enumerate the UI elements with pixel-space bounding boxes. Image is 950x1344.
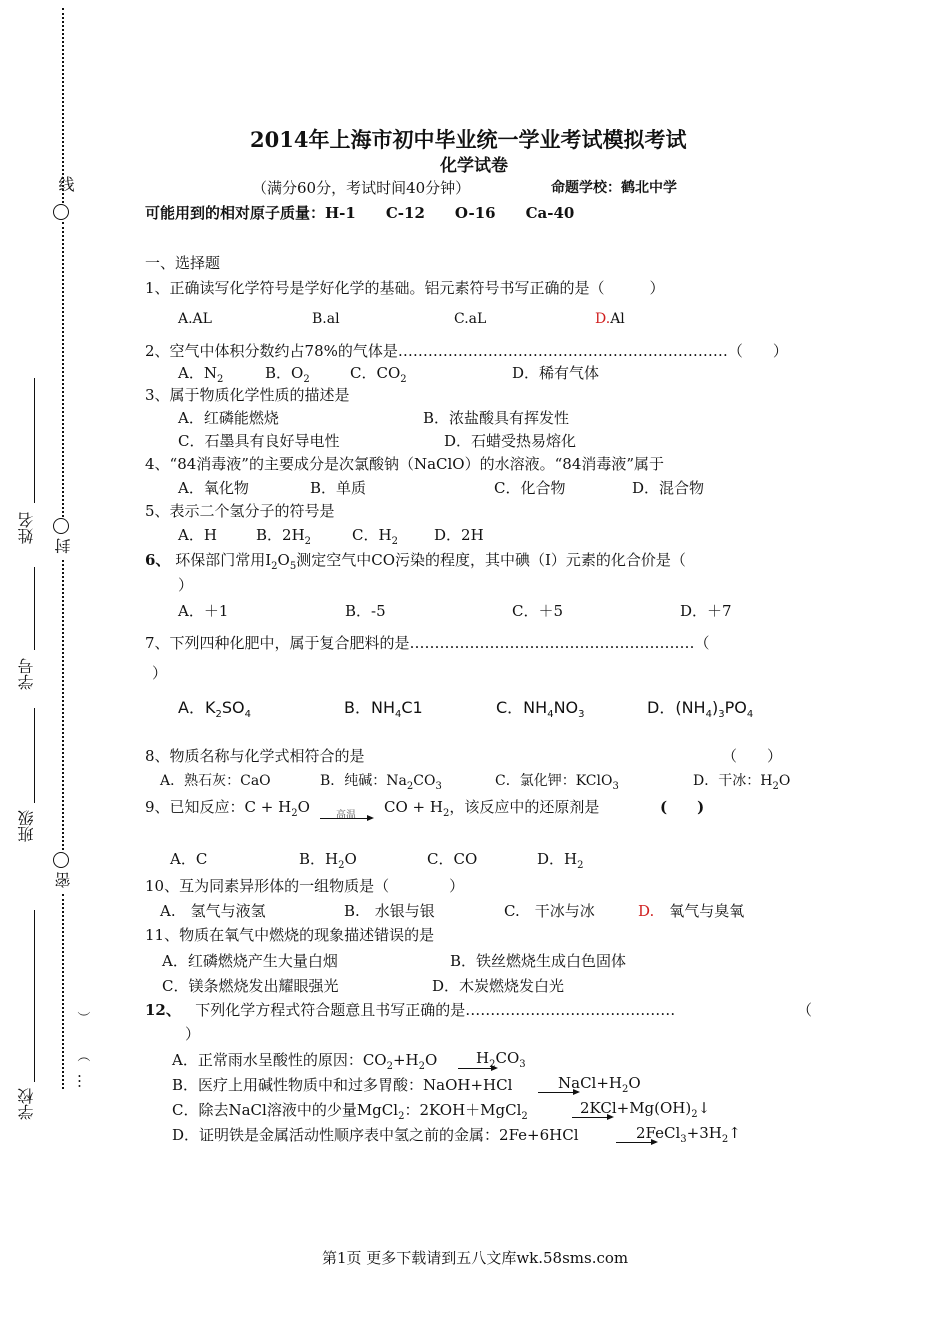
q9-option-d: [537, 848, 583, 871]
q11-stem: 11、物质在氧气中燃烧的现象描述错误的是: [145, 926, 435, 944]
q2-a-sub: 2: [216, 374, 224, 385]
q6-stem-rest: 测定空气中CO污染的程度，其中碘（I）元素的化合价是（: [296, 551, 686, 569]
q12-d-p2: +3H: [686, 1124, 722, 1142]
q10-d-letter: D.: [638, 902, 655, 920]
q7-a-text: A．K: [178, 698, 216, 717]
q12-a-p2: CO: [495, 1049, 520, 1067]
q2-a-text: A．N: [178, 364, 217, 382]
q7-d-sub3: 4: [746, 709, 754, 721]
exam-title: 2014年上海市初中毕业统一学业考试模拟考试: [250, 127, 687, 152]
q8-stem: 8、物质名称与化学式相符合的是: [145, 747, 365, 765]
q7-d-sub1: 4: [705, 709, 712, 721]
q9-b-text2: O: [344, 850, 357, 868]
seal-label-line: 线: [56, 176, 75, 192]
q7-b-text: B．NH: [344, 698, 395, 717]
name-underline: [34, 378, 35, 503]
q8-b-text: B．纯碱：: [320, 773, 387, 789]
q2-c-text: C．CO: [350, 364, 401, 382]
q2-option-d: D．稀有气体: [512, 364, 600, 382]
q10-stem: 10、互为同素异形体的一组物质是（ ）: [145, 877, 465, 895]
q10-option-b: B. 水银与银: [344, 902, 435, 920]
q9-option-a: A．C: [170, 850, 208, 868]
q9-condition: 高温: [336, 810, 356, 821]
q8-d-text: D．干冰：H: [693, 773, 773, 789]
q9-text3: CO + H: [384, 798, 443, 816]
q12-stem-text: 下列化学方程式符合题意且书写正确的是……………………………………: [195, 1001, 676, 1019]
q9-b-text: B．H: [299, 850, 339, 868]
q5-option-c: [352, 524, 398, 547]
q10-option-c: C. 干冰与冰: [504, 902, 595, 920]
q12-c-s2: 2: [521, 1111, 528, 1122]
q9-reaction-arrow: [320, 818, 372, 819]
q8-c-text: C．氯化钾：KClO: [495, 773, 613, 789]
q5-option-a: A．H: [178, 526, 217, 544]
q12-c-product: [580, 1099, 710, 1120]
margin-paren-open: （: [75, 1048, 91, 1063]
q11-option-a: A．红磷燃烧产生大量白烟: [162, 952, 338, 970]
q9-d-sub: 2: [577, 860, 584, 871]
q9-stem-right: [384, 796, 599, 819]
q2-option-a: [178, 362, 223, 385]
q11-option-c: C．镁条燃烧发出耀眼强光: [162, 977, 339, 995]
q12-a-product: [476, 1049, 526, 1070]
q7-stem: 7、下列四种化肥中，属于复合肥料的是…………………………………………………（: [145, 634, 710, 652]
q11-option-d: D．木炭燃烧发白光: [432, 977, 565, 995]
q11-option-b: B．铁丝燃烧生成白色固体: [450, 952, 627, 970]
q7-a-sub2: 4: [244, 709, 251, 721]
q12-a-p: H: [476, 1049, 490, 1067]
q5-b-text: B．2H: [256, 526, 305, 544]
q12-a-s2: 2: [418, 1061, 426, 1072]
q3-option-d: D．石蜡受热易熔化: [444, 432, 577, 450]
q8-d-f: O: [778, 773, 791, 789]
q9-paren: ( ): [660, 798, 705, 816]
q1-option-c: C.aL: [454, 311, 487, 327]
margin-dots: …: [74, 1073, 93, 1089]
q4-option-d: D．混合物: [632, 479, 705, 497]
id-label: 学号: [17, 658, 36, 690]
q3-option-c: C．石墨具有良好导电性: [178, 432, 340, 450]
q10-option-d: [638, 900, 744, 921]
seal-circle-seal: [53, 518, 69, 534]
id-underline: [34, 567, 35, 650]
q7-a-text2: SO: [221, 698, 245, 717]
q12-b-product: [558, 1074, 641, 1095]
q12-option-a: [172, 1049, 437, 1072]
q7-d-text2: ): [711, 698, 719, 717]
q12-num: 12、: [145, 1001, 181, 1019]
q12-close-paren: ）: [185, 1025, 201, 1043]
class-underline: [34, 708, 35, 803]
q6-sub1: 2: [271, 561, 278, 572]
q7-c-sub2: 3: [578, 709, 585, 721]
q1-option-d-text: Al: [610, 311, 625, 327]
q3-stem: 3、属于物质化学性质的描述是: [145, 386, 350, 404]
q12-a-t: A．正常雨水呈酸性的原因：CO: [172, 1051, 387, 1069]
q12-option-b: B．医疗上用碱性物质中和过多胃酸：NaOH+HCl: [172, 1076, 513, 1094]
q12-b-ps: 2: [622, 1084, 629, 1095]
exam-info: （满分60分，考试时间40分钟）: [252, 179, 471, 197]
q1-option-b: B.al: [312, 311, 340, 327]
seal-dotted-line-mid: [62, 222, 64, 517]
q8-option-b: [320, 770, 442, 792]
q1-option-d: [595, 311, 625, 327]
q12-c-s: 2: [398, 1111, 405, 1122]
q6-option-b: B．-5: [345, 602, 386, 620]
q8-b-f: Na: [386, 773, 407, 789]
q9-option-b: [299, 848, 357, 871]
q12-c-t2: ：2KOH＋MgCl: [404, 1101, 522, 1119]
q7-c-text2: NO: [553, 698, 579, 717]
q6-stem-mid: O: [277, 551, 290, 569]
q7-option-c: [496, 695, 585, 720]
q5-c-text: C．H: [352, 526, 392, 544]
q6-stem: [145, 549, 686, 572]
school-label: 学校: [17, 1088, 36, 1120]
q7-d-text: D．(NH: [647, 698, 706, 717]
q7-option-a: [178, 695, 251, 720]
q12-a-ps: 2: [489, 1059, 496, 1070]
q2-option-b: [265, 362, 310, 385]
q4-stem: 4、“84消毒液”的主要成分是次氯酸钠（NaClO）的水溶液。“84消毒液”属于: [145, 455, 665, 473]
q8-option-d: [693, 770, 790, 792]
q8-d-sub: 2: [772, 780, 779, 792]
q8-option-c: [495, 770, 619, 792]
seal-label-seal: 封: [54, 538, 73, 554]
q6-option-c: C．＋5: [512, 602, 564, 620]
seal-dotted-line-top: [62, 8, 64, 203]
q12-d-p: 2FeCl: [636, 1124, 681, 1142]
q10-option-a: A. 氢气与液氢: [160, 902, 266, 920]
q7-b-sub1: 4: [394, 709, 402, 721]
q3-option-b: B．浓盐酸具有挥发性: [423, 409, 570, 427]
q7-b-text2: C1: [401, 698, 423, 717]
margin-paren-close: ）: [75, 1010, 91, 1025]
q2-b-sub: 2: [303, 374, 310, 385]
q5-stem: 5、表示二个氢分子的符号是: [145, 502, 335, 520]
q10-d-text: 氧气与臭氧: [654, 902, 745, 920]
atomic-masses: 可能用到的相对原子质量：H-1 C-12 O-16 Ca-40: [145, 204, 575, 222]
q12-c-p2: ↓: [697, 1099, 711, 1117]
q12-b-p: NaCl+H: [558, 1074, 622, 1092]
q9-text1: 9、已知反应：C + H: [145, 798, 292, 816]
page-footer: 第1页 更多下载请到五八文库wk.58sms.com: [322, 1249, 629, 1267]
name-label: 姓名: [17, 512, 36, 544]
q12-a-t2: +H: [392, 1051, 419, 1069]
q12-b-p2: O: [628, 1074, 641, 1092]
section-heading: 一、选择题: [145, 254, 221, 272]
q12-a-s: 2: [386, 1061, 393, 1072]
q7-option-b: [344, 695, 423, 720]
q12-d-product: [636, 1124, 741, 1145]
q6-option-d: D．＋7: [680, 602, 732, 620]
q4-option-b: B．单质: [310, 479, 367, 497]
q12-a-t3: O: [425, 1051, 438, 1069]
seal-dotted-line-bottom: [62, 894, 64, 1089]
exam-school: 命题学校：鹤北中学: [551, 180, 677, 196]
q9-d-text: D．H: [537, 850, 578, 868]
q9-text4: ，该反应中的还原剂是: [449, 798, 600, 816]
exam-subtitle: 化学试卷: [440, 156, 508, 176]
q7-close-paren: ）: [152, 664, 168, 682]
q9-text2: O: [297, 798, 310, 816]
q12-d-ps: 3: [680, 1134, 687, 1145]
q12-a-ps2: 3: [519, 1059, 526, 1070]
seal-circle-secret: [53, 852, 69, 868]
q8-b-f2: CO: [413, 773, 436, 789]
q7-c-text: C．NH: [496, 698, 548, 717]
q9-stem-left: [145, 796, 310, 819]
q5-b-sub: 2: [304, 536, 312, 547]
seal-circle-line: [53, 204, 69, 220]
q2-option-c: [350, 362, 407, 385]
q7-d-text3: PO: [724, 698, 747, 717]
q7-c-sub1: 4: [547, 709, 554, 721]
q12-c-ps: 2: [691, 1109, 698, 1120]
q3-option-a: A．红磷能燃烧: [178, 409, 279, 427]
q8-b-sub2: 3: [435, 780, 442, 792]
q7-option-d: [647, 695, 753, 720]
q7-d-sub2: 3: [718, 709, 725, 721]
q5-option-d: D．2H: [434, 526, 484, 544]
q4-option-c: C．化合物: [494, 479, 566, 497]
q2-c-sub: 2: [400, 374, 407, 385]
q12-d-ps2: 2: [721, 1134, 729, 1145]
q6-stem-a: 环保部门常用I: [175, 551, 272, 569]
q12-option-d: D．证明铁是金属活动性顺序表中氢之前的金属：2Fe+6HCl: [172, 1126, 579, 1144]
q1-option-d-letter: D.: [595, 311, 611, 327]
q6-num: 6、: [145, 551, 171, 569]
q9-sub2: 2: [442, 808, 450, 819]
q5-option-b: [256, 524, 311, 547]
q9-sub1: 2: [291, 808, 298, 819]
q12-stem: [145, 999, 675, 1020]
q12-c-p: 2KCl+Mg(OH): [580, 1099, 692, 1117]
q1-stem: 1、正确读写化学符号是学好化学的基础。铝元素符号书写正确的是（ ）: [145, 279, 665, 297]
q12-option-c: [172, 1099, 528, 1122]
q1-option-a: A.AL: [178, 311, 212, 327]
q9-option-c: C．CO: [427, 850, 478, 868]
seal-dotted-line-lower: [62, 560, 64, 850]
q12-c-t: C．除去NaCl溶液中的少量MgCl: [172, 1101, 399, 1119]
q8-b-sub1: 2: [406, 780, 414, 792]
q2-stem: 2、空气中体积分数约占78%的气体是…………………………………………………………（ ）: [145, 342, 788, 360]
q5-c-sub: 2: [391, 536, 398, 547]
q6-close-paren: ）: [178, 576, 194, 594]
q6-sub2: 5: [289, 561, 297, 572]
q8-option-a: A．熟石灰：CaO: [160, 773, 271, 789]
q7-a-sub1: 2: [215, 709, 222, 721]
q8-paren: （ ）: [722, 747, 783, 765]
q8-c-sub: 3: [612, 780, 619, 792]
class-label: 班级: [17, 810, 36, 842]
q9-b-sub: 2: [338, 860, 345, 871]
q12-paren-open: （: [797, 1001, 813, 1019]
school-underline: [34, 910, 35, 1082]
seal-label-secret: 密: [54, 872, 73, 888]
q6-option-a: A．＋1: [178, 602, 229, 620]
q12-d-p3: ↑: [728, 1124, 741, 1142]
q2-b-text: B．O: [265, 364, 304, 382]
q4-option-a: A．氧化物: [178, 479, 249, 497]
